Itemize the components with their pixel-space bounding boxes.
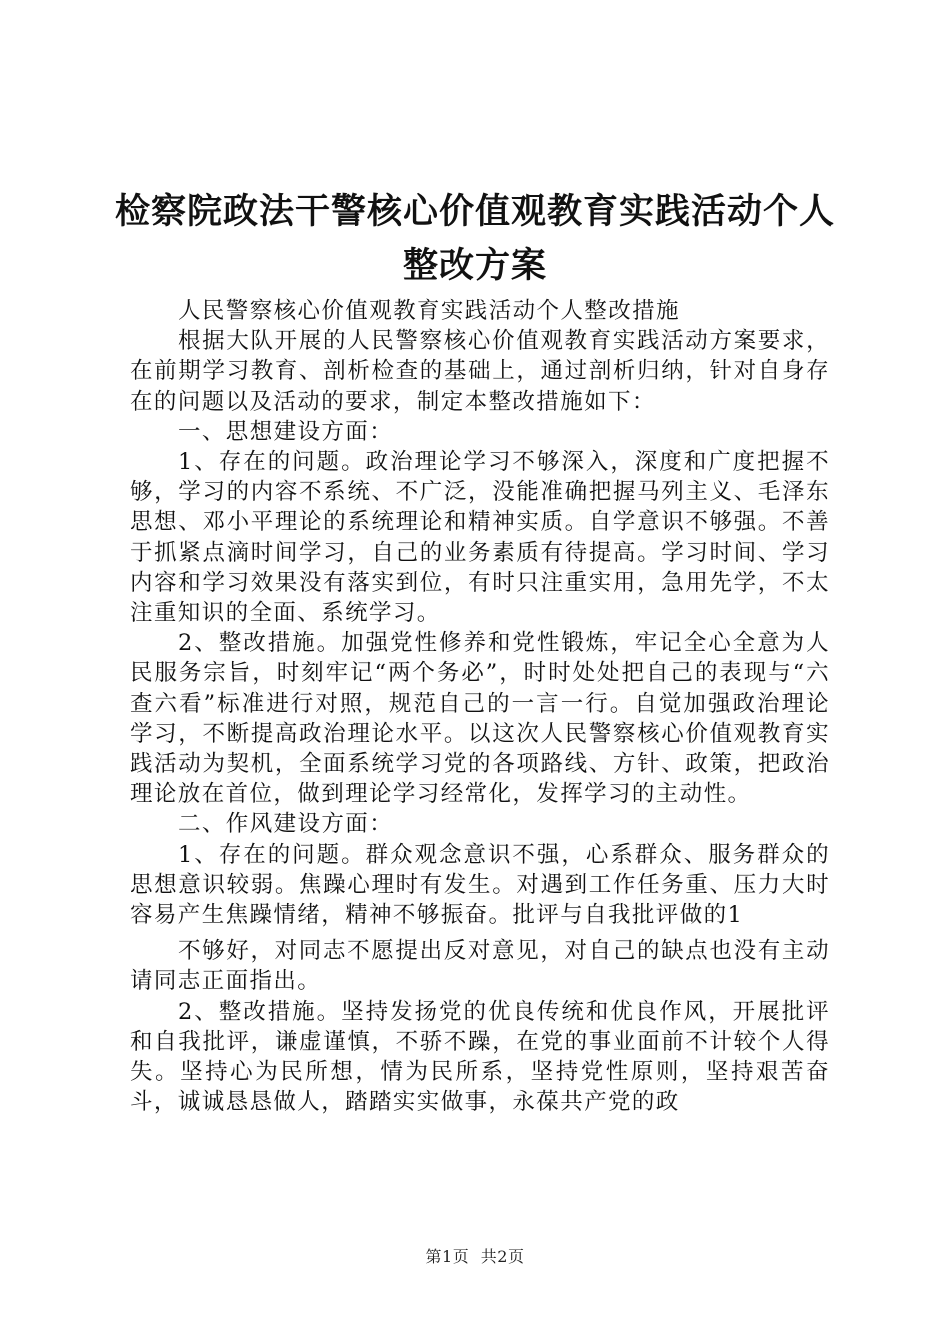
paragraph-ideology-measures: 2、整改措施。加强党性修养和党性锻炼，牢记全心全意为人民服务宗旨，时刻牢记“两个务必”，时时处处把自己的表现与“六查六看”标准进行对照，规范自己的一言一行。自觉加强政治理论学习，不断提高政治理论水平。以这次人民警察核心价值观教育实践活动为契机，全面系统学习党的各项路线、方针、政策，把政治理论放在首位，做到理论学习经常化，发挥学习的主动性。	[130, 630, 830, 808]
page-total: 共2页	[480, 1247, 525, 1266]
document-title-line2: 整改方案	[402, 246, 547, 286]
paragraph-style-measures: 2、整改措施。坚持发扬党的优良传统和优良作风，开展批评和自我批评，谦虚谨慎，不骄不躁，在党的事业面前不计较个人得失。坚持心为民所想，情为民所系，坚持党性原则，坚持艰苦奋斗，诚诚恳恳做人，踏踏实实做事，永葆共产党的政	[130, 998, 830, 1116]
page-footer	[0, 1244, 950, 1267]
document-title-line1: 检察院政法干警核心价值观教育实践活动个人	[114, 192, 835, 232]
paragraph-style-problems: 1、存在的问题。群众观念意识不强，心系群众、服务群众的思想意识较弱。焦躁心理时有发生。对遇到工作任务重、压力大时容易产生焦躁情绪，精神不够振奋。批评与自我批评做的1	[130, 841, 830, 929]
section-heading-ideology: 一、思想建设方面：	[178, 418, 394, 445]
section-heading-style: 二、作风建设方面：	[178, 811, 394, 838]
paragraph-subtitle: 人民警察核心价值观教育实践活动个人整改措施	[178, 298, 680, 324]
document-body	[130, 296, 830, 1117]
paragraph-intro: 根据大队开展的人民警察核心价值观教育实践活动方案要求，在前期学习教育、剖析检查的基础上，通过剖析归纳，针对自身存在的问题以及活动的要求，制定本整改措施如下：	[130, 328, 830, 415]
page-number: 第1页	[425, 1247, 470, 1266]
paragraph-ideology-problems: 1、存在的问题。政治理论学习不够深入，深度和广度把握不够，学习的内容不系统、不广泛，没能准确把握马列主义、毛泽东思想、邓小平理论的系统理论和精神实质。自学意识不够强。不善于抓紧点滴时间学习，自己的业务素质有待提高。学习时间、学习内容和学习效果没有落实到位，有时只注重实用，急用先学，不太注重知识的全面、系统学习。	[130, 449, 830, 627]
paragraph-style-problems-cont: 不够好，对同志不愿提出反对意见，对自己的缺点也没有主动请同志正面指出。	[130, 938, 830, 995]
